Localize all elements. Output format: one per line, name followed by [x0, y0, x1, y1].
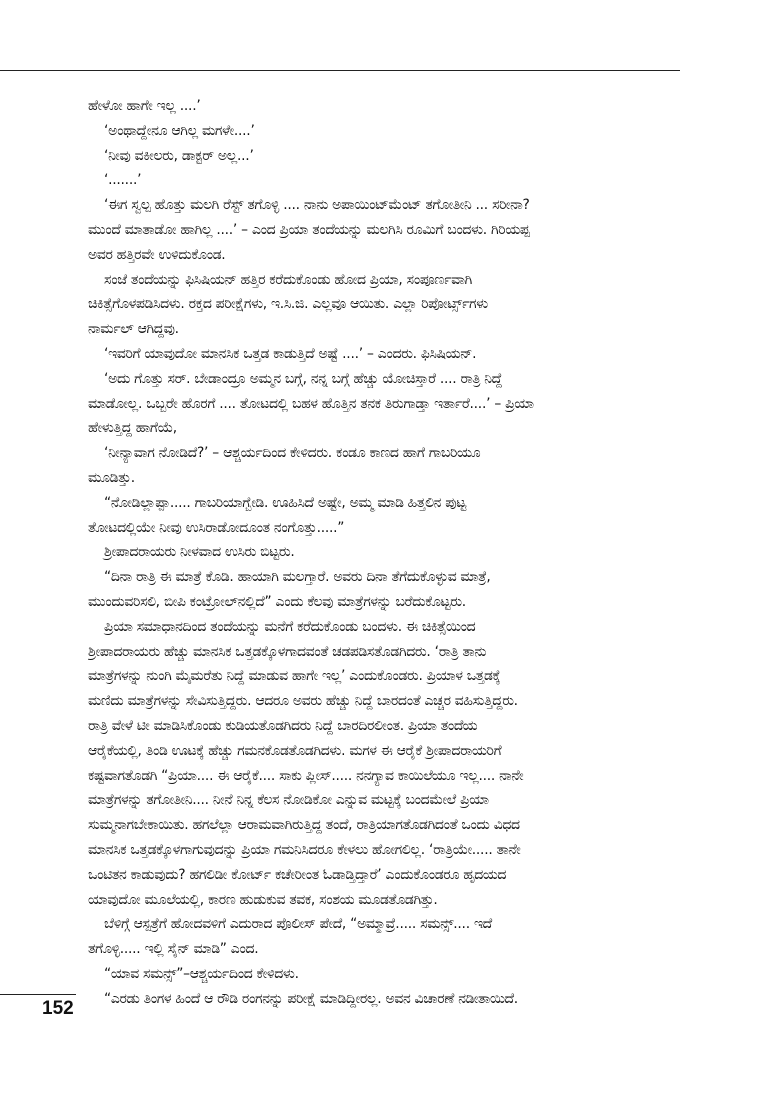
text-line: “ದಿನಾ ರಾತ್ರಿ ಈ ಮಾತ್ರೆ ಕೊಡಿ. ಹಾಯಾಗಿ ಮಲಗ್ತಾರೆ. ಅವರು ದಿನಾ ತೆಗೆದುಕೊಳ್ಳುವ ಮಾತ್ರೆ, — [104, 569, 491, 586]
text-line: ‘ಅಂಥಾದ್ದೇನೂ ಆಗಿಲ್ಲ ಮಗಳೇ....’ — [104, 122, 255, 139]
text-line: “ಯಾವ ಸಮನ್ಸ್”–ಆಶ್ಚರ್ಯದಿಂದ ಕೇಳಿದಳು. — [104, 965, 299, 982]
top-rule — [0, 70, 680, 71]
text-line: ಮಾಡೋಲ್ಲ. ಒಬ್ಬರೇ ಹೊರಗೆ .... ತೋಟದಲ್ಲಿ ಬಹಳ ಹೊತ್ತಿನ ತನಕ ತಿರುಗಾಡ್ತಾ ಇರ್ತಾರೆ....’ – ಪ್ರಿಯಾ — [88, 395, 534, 412]
text-line: ಶ್ರೀಪಾದರಾಯರು ನೀಳವಾದ ಉಸಿರು ಬಿಟ್ಟರು. — [104, 544, 295, 561]
page-body-text — [88, 94, 660, 1011]
text-line: ‘ಅದು ಗೊತ್ತು ಸರ್. ಬೇಡಾಂದ್ರೂ ಅಮ್ಮನ ಬಗ್ಗೆ, ನನ್ನ ಬಗ್ಗೆ ಹೆಚ್ಚು ಯೋಚಿಸ್ತಾರೆ .... ರಾತ್ರಿ ನಿದ್ದೆ — [104, 370, 503, 387]
text-line: ಅವರ ಹತ್ತಿರವೇ ಉಳಿದುಕೊಂಡ. — [88, 246, 226, 263]
text-line: ಯಾವುದೋ ಮೂಲೆಯಲ್ಲಿ, ಕಾರಣ ಹುಡುಕುವ ತವಕ, ಸಂಶಯ ಮೂಡತೊಡಗಿತ್ತು. — [88, 891, 438, 908]
text-line: ತಗೊಳ್ಳಿ..... ಇಲ್ಲಿ ಸೈನ್ ಮಾಡಿ” ಎಂದ. — [88, 941, 259, 958]
text-line: ಕಷ್ಟವಾಗತೊಡಗಿ “ಪ್ರಿಯಾ.... ಈ ಆರೈಕೆ.... ಸಾಕು ಪ್ಲೀಸ್..... ನನಗ್ಯಾವ ಕಾಯಿಲೆಯೂ ಇಲ್ಲ.... ನಾನೇ — [88, 767, 524, 784]
text-line: ‘ಇವರಿಗೆ ಯಾವುದೋ ಮಾನಸಿಕ ಒತ್ತಡ ಕಾಡುತ್ತಿದೆ ಅಷ್ಟೆ ....’ – ಎಂದರು. ಫಿಸಿಷಿಯನ್. — [104, 345, 477, 362]
text-line: ಸುಮ್ಮನಾಗಬೇಕಾಯಿತು. ಹಗಲೆಲ್ಲಾ ಆರಾಮವಾಗಿರುತ್ತಿದ್ದ ತಂದೆ, ರಾತ್ರಿಯಾಗತೊಡಗಿದಂತೆ ಒಂದು ವಿಧದ — [88, 817, 520, 834]
text-line: ಶ್ರೀಪಾದರಾಯರು ಹೆಚ್ಚು ಮಾನಸಿಕ ಒತ್ತಡಕ್ಕೊಳಗಾದವಂತೆ ಚಡಪಡಿಸತೊಡಗಿದರು. ‘ರಾತ್ರಿ ತಾನು — [88, 643, 487, 660]
text-line: ಮುಂದುವರಿಸಲಿ, ಬೀಪಿ ಕಂಟ್ರೋಲ್‌ನಲ್ಲಿದೆ” ಎಂದು ಕೆಲವು ಮಾತ್ರೆಗಳನ್ನು ಬರೆದುಕೊಟ್ಟರು. — [88, 593, 466, 610]
text-line: “ನೋಡಿಲ್ಲಾಪ್ಪಾ..... ಗಾಬರಿಯಾಗ್ಬೇಡಿ. ಊಹಿಸಿದೆ ಅಷ್ಟೇ, ಅಮ್ಮ ಮಾಡಿ ಹಿತ್ತಲಿನ ಪುಟ್ಟ — [104, 494, 466, 511]
text-line: ಆರೈಕೆಯಲ್ಲಿ, ತಿಂಡಿ ಊಟಕ್ಕೆ ಹೆಚ್ಚು ಗಮನಕೊಡತೊಡಗಿದಳು. ಮಗಳ ಈ ಆರೈಕೆ ಶ್ರೀಪಾದರಾಯರಿಗೆ — [88, 742, 502, 759]
text-line: ‘.......’ — [104, 172, 142, 189]
text-line: ತೋಟದಲ್ಲಿಯೇ ನೀವು ಉಸಿರಾಡೋದೂಂತ ನಂಗೊತ್ತು.....” — [88, 519, 345, 536]
text-line: ‘ಈಗ ಸ್ವಲ್ಪ ಹೊತ್ತು ಮಲಗಿ ರೆಸ್ಟ್ ತಗೊಳ್ಳಿ .... ನಾನು ಅಪಾಯಿಂಟ್‌ಮೆಂಟ್ ತಗೋತೀನಿ ... ಸರೀನಾ? — [104, 197, 530, 214]
page-number: 152 — [42, 998, 74, 1019]
text-line: ಚಿಕಿತ್ಸೆಗೊಳಪಡಿಸಿದಳು. ರಕ್ತದ ಪರೀಕ್ಷೆಗಳು, ಇ.ಸಿ.ಜಿ. ಎಲ್ಲವೂ ಆಯಿತು. ಎಲ್ಲಾ ರಿಪೋರ್ಟ್ಸ್‌ಗಳು — [88, 296, 488, 313]
text-line: ಮೂಡಿತ್ತು. — [88, 469, 135, 486]
text-line: ಒಂಟಿತನ ಕಾಡುವುದು? ಹಗಲಿಡೀ ಕೋರ್ಟ್ ಕಚೇರೀಂತ ಓಡಾಡ್ತಿದ್ತಾರೆ’ ಎಂದುಕೊಂಡರೂ ಹೃದಯದ — [88, 866, 507, 883]
text-line: ‘ನೀನ್ಯಾವಾಗ ನೋಡಿದೆ?’ – ಆಶ್ಚರ್ಯದಿಂದ ಕೇಳಿದರು. ಕಂಡೂ ಕಾಣದ ಹಾಗೆ ಗಾಬರಿಯೂ — [104, 445, 481, 462]
text-line: ಹೇಳುತ್ತಿದ್ದ ಹಾಗೆಯೆ, — [88, 420, 177, 437]
text-line: ನಾರ್ಮಲ್ ಆಗಿದ್ದವು. — [88, 321, 179, 338]
text-line: ಸಂಜೆ ತಂದೆಯನ್ನು ಫಿಸಿಷಿಯನ್ ಹತ್ತಿರ ಕರೆದುಕೊಂಡು ಹೋದ ಪ್ರಿಯಾ, ಸಂಪೂರ್ಣವಾಗಿ — [104, 271, 472, 288]
text-line: ಮಾತ್ರೆಗಳನ್ನು ತಗೋತೀನಿ.... ನೀನೆ ನಿನ್ನ ಕೆಲಸ ನೋಡಿಕೋ ಎನ್ನುವ ಮಟ್ಟಕ್ಕೆ ಬಂದಮೇಲೆ ಪ್ರಿಯಾ — [88, 792, 489, 809]
page-number-rule — [0, 994, 76, 995]
text-line: ‘ನೀವು ವಕೀಲರು, ಡಾಕ್ಟರ್ ಅಲ್ಲ...’ — [104, 147, 254, 164]
text-line: ಮಾನಸಿಕ ಒತ್ತಡಕ್ಕೊಳಗಾಗುವುದನ್ನು ಪ್ರಿಯಾ ಗಮನಿಸಿದರೂ ಕೇಳಲು ಹೋಗಲಿಲ್ಲ. ‘ರಾತ್ರಿಯೇ..... ತಾನೇ — [88, 841, 521, 858]
text-line: “ಎರಡು ತಿಂಗಳ ಹಿಂದೆ ಆ ರೌಡಿ ರಂಗನನ್ನು ಪರೀಕ್ಷೆ ಮಾಡಿದ್ದೀರಲ್ಲ. ಅವನ ವಿಚಾರಣೆ ನಡೀತಾಯಿದೆ. — [104, 990, 518, 1007]
text-line: ಮಾತ್ರೆಗಳನ್ನು ನುಂಗಿ ಮೈಮರೆತು ನಿದ್ದೆ ಮಾಡುವ ಹಾಗೇ ಇಲ್ಲ’ ಎಂದುಕೊಂಡರು. ಪ್ರಿಯಾಳ ಒತ್ತಡಕ್ಕೆ — [88, 668, 501, 685]
text-line: ರಾತ್ರಿ ವೇಳೆ ಟೀ ಮಾಡಿಸಿಕೊಂಡು ಕುಡಿಯತೊಡಗಿದರು ನಿದ್ದೆ ಬಾರದಿರಲೀಂತ. ಪ್ರಿಯಾ ತಂದೆಯ — [88, 717, 478, 734]
text-line: ಹೇಳೋ ಹಾಗೇ ಇಲ್ಲ ....’ — [88, 98, 201, 114]
text-line: ಮಣಿದು ಮಾತ್ರೆಗಳನ್ನು ಸೇವಿಸುತ್ತಿದ್ದರು. ಆದರೂ ಅವರು ಹೆಚ್ಚು ನಿದ್ದೆ ಬಾರದಂತೆ ಎಚ್ಚರ ವಹಿಸುತ್ತಿದ್ದರು. — [88, 693, 518, 710]
text-line: ಬೆಳಿಗ್ಗೆ ಆಸ್ಪತ್ರೆಗೆ ಹೋದವಳಿಗೆ ಎದುರಾದ ಪೊಲೀಸ್ ಪೇದೆ, “ಅಮ್ಮಾವ್ರೆ..... ಸಮನ್ಸ್.... ಇದೆ — [104, 916, 492, 933]
text-line: ಮುಂದೆ ಮಾತಾಡೋ ಹಾಗಿಲ್ಲ ....’ – ಎಂದ ಪ್ರಿಯಾ ತಂದೆಯನ್ನು ಮಲಗಿಸಿ ರೂಮಿಗೆ ಬಂದಳು. ಗಿರಿಯಪ್ಪ — [88, 221, 530, 238]
text-line: ಪ್ರಿಯಾ ಸಮಾಧಾನದಿಂದ ತಂದೆಯನ್ನು ಮನೆಗೆ ಕರೆದುಕೊಂಡು ಬಂದಳು. ಈ ಚಿಕಿತ್ಸೆಯಿಂದ — [104, 618, 476, 635]
